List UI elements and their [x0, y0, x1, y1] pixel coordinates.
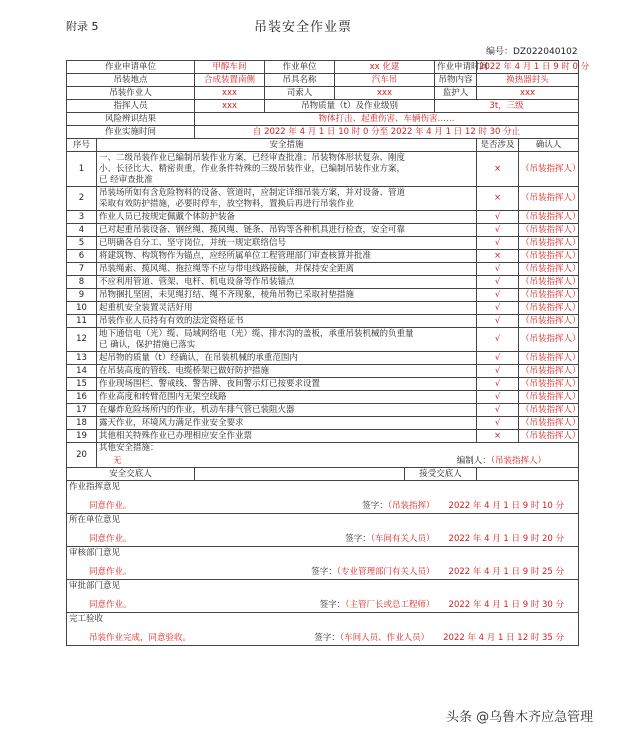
measure-line: 已 经审查批准 [99, 174, 153, 185]
measure-no: 19 [67, 430, 97, 443]
other-measures-row [67, 443, 579, 468]
measure-confirmer: （吊装指挥人） [519, 302, 579, 315]
measure-involved-mark: × [477, 250, 519, 263]
measure-line: 在吊装高度的管线、电缆桥架已做好防护措施 [99, 365, 270, 376]
measure-row [67, 404, 579, 417]
measure-text [97, 352, 477, 365]
measure-row [67, 289, 579, 302]
opinion-label: 作业指挥意见 [69, 482, 121, 492]
info-row-4 [67, 100, 579, 113]
measure-no: 8 [67, 276, 97, 289]
opinion-rows [67, 481, 579, 646]
measure-line: 不应利用管道、管架、电杆、机电设备等作吊装锚点 [99, 276, 295, 287]
measure-text [97, 152, 477, 187]
measure-text [97, 276, 477, 289]
measure-no: 6 [67, 250, 97, 263]
commander-label: 指挥人员 [67, 100, 195, 113]
measure-line: 吊物捆扎坚固，未见绳打结、绳不齐现象，棱角吊物已采取衬垫措施 [99, 289, 355, 300]
other-measures-cell [97, 443, 579, 468]
risk-label: 风险辨识结果 [67, 113, 195, 126]
measure-involved-mark: √ [477, 328, 519, 352]
time-label: 作业实施时间 [67, 126, 195, 139]
other-measures-label: 其他安全措施： [99, 443, 159, 453]
time-value: 自 2022 年 4 月 1 日 10 时 0 分至 2022 年 4 月 1 日 12 时 30 分止 [195, 126, 579, 139]
appendix-label: 附录 5 [66, 20, 99, 33]
measure-involved-mark: √ [477, 417, 519, 430]
info-row-2 [67, 74, 579, 87]
sign-date: 2022 年 4 月 1 日 9 时 30 分 [448, 600, 565, 610]
measure-confirmer: （吊装指挥人） [519, 289, 579, 302]
measure-text [97, 378, 477, 391]
measure-line: 吊装作业人员持有有效的法定资格证书 [99, 315, 244, 326]
page-title: 吊装安全作业票 [254, 20, 353, 35]
opinion-row [67, 580, 579, 613]
sign-date: 2022 年 4 月 1 日 9 时 25 分 [448, 567, 565, 577]
supervisor-value: xxx [477, 87, 579, 100]
object-value: 换热器封头 [477, 74, 579, 87]
sign-label: 签字： [345, 534, 371, 544]
measure-text [97, 250, 477, 263]
signer: （吊装指挥） [387, 501, 435, 511]
opinion-text: 同意作业。 [89, 567, 132, 577]
measure-line: 吊装场所如有含危险物料的设备、管道时，应制定详细吊装方案，并对设备、管道 [99, 187, 406, 198]
risk-value: 物体打击、起重伤害、车辆伤害…… [195, 113, 579, 126]
opinion-text: 同意作业。 [89, 600, 132, 610]
sign-label: 签字： [311, 567, 337, 577]
measure-no: 9 [67, 289, 97, 302]
measure-line: 地下通信电（光）缆、局域网络电（光）缆、排水沟的盖板，承重吊装机械的负重量 [99, 328, 414, 339]
measure-line: 起吊物的质量（t）经确认，在吊装机械的承重范围内 [99, 352, 298, 363]
measure-line: 起重机安全装置灵活好用 [99, 302, 193, 313]
measure-confirmer: （吊装指挥人） [519, 263, 579, 276]
signer: （主管厂长或总工程师） [345, 600, 435, 610]
info-row-6 [67, 126, 579, 139]
measure-no: 16 [67, 391, 97, 404]
measure-no: 14 [67, 365, 97, 378]
measure-confirmer: （吊装指挥人） [519, 211, 579, 224]
measure-no: 5 [67, 237, 97, 250]
measure-confirmer: （吊装指挥人） [519, 417, 579, 430]
measure-confirmer: （吊装指挥人） [519, 365, 579, 378]
measure-confirmer: （吊装指挥人） [519, 328, 579, 352]
measure-no: 10 [67, 302, 97, 315]
discloser-value [195, 468, 405, 481]
opinion-cell [67, 580, 579, 613]
commander-value: xxx [195, 100, 265, 113]
opinion-row [67, 613, 579, 646]
object-label: 吊物内容 [435, 74, 477, 87]
measure-no: 15 [67, 378, 97, 391]
measures-header-row [67, 139, 579, 152]
opinion-cell [67, 514, 579, 547]
receiver-label: 接受交底人 [405, 468, 477, 481]
other-no: 20 [67, 443, 97, 468]
measure-line: 在爆炸危险场所内的作业，机动车排气管已装阻火器 [99, 404, 295, 415]
measure-line: 吊装绳索、揽风绳、拖拉绳等不应与带电线路接触，并保持安全距离 [99, 263, 355, 274]
measure-text [97, 391, 477, 404]
measure-text [97, 404, 477, 417]
measure-involved-mark: √ [477, 263, 519, 276]
editor-value: （吊装指挥人） [490, 456, 547, 466]
measure-involved-mark: × [477, 430, 519, 443]
measure-no: 12 [67, 328, 97, 352]
col-no-header: 序号 [67, 139, 97, 152]
opinion-cell [67, 613, 579, 646]
apply-time-label: 作业申请时间 [435, 61, 477, 74]
opinion-text: 同意作业。 [89, 501, 132, 511]
measure-row [67, 237, 579, 250]
opinion-label: 完工验收 [69, 614, 104, 624]
measure-confirmer: （吊装指挥人） [519, 276, 579, 289]
location-value: 合成装置南侧 [195, 74, 265, 87]
measure-text [97, 365, 477, 378]
opinion-text: 吊装作业完成，同意验收。 [89, 633, 192, 643]
info-row-3 [67, 87, 579, 100]
measure-rows [67, 152, 579, 443]
sign-label: 签字： [319, 600, 346, 610]
editor-label: 编制人： [456, 456, 491, 466]
measure-row [67, 365, 579, 378]
work-unit-label: 作业单位 [265, 61, 335, 74]
measure-involved-mark: √ [477, 276, 519, 289]
measure-no: 18 [67, 417, 97, 430]
measure-confirmer: （吊装指挥人） [519, 250, 579, 263]
measure-confirmer: （吊装指挥人） [519, 391, 579, 404]
measure-row [67, 211, 579, 224]
measure-row [67, 328, 579, 352]
measure-text [97, 430, 477, 443]
apply-unit-label: 作业申请单位 [67, 61, 195, 74]
sign-date: 2022 年 4 月 1 日 9 时 20 分 [448, 534, 565, 544]
measure-involved-mark: √ [477, 224, 519, 237]
measure-involved-mark: √ [477, 289, 519, 302]
measure-text [97, 224, 477, 237]
opinion-text: 同意作业。 [89, 534, 132, 544]
tool-label: 吊具名称 [265, 74, 335, 87]
apply-time-value: 2022 年 4 月 1 日 9 时 0 分 [477, 61, 579, 74]
measure-no: 3 [67, 211, 97, 224]
measure-confirmer: （吊装指挥人） [519, 430, 579, 443]
supervisor-label: 监护人 [435, 87, 477, 100]
signaler-label: 司索人 [265, 87, 335, 100]
signer: （车间人员、作业人员） [339, 633, 430, 643]
signer: （车间有关人员） [370, 534, 435, 544]
weight-label: 吊物质量（t）及作业级别 [265, 100, 435, 113]
measure-line: 作业现场围栏、警戒线、警告牌、夜间警示灯已按要求设置 [99, 378, 321, 389]
location-label: 吊装地点 [67, 74, 195, 87]
sign-label: 签字： [362, 501, 388, 511]
measure-line: 采取有效防护措施，必要时停车，放空物料，置换后再进行吊装作业 [99, 198, 355, 209]
operator-value: xxx [195, 87, 265, 100]
source-watermark: 头条 @乌鲁木齐应急管理 [443, 706, 596, 725]
measure-text [97, 328, 477, 352]
measure-row [67, 378, 579, 391]
measure-row [67, 417, 579, 430]
measure-row [67, 250, 579, 263]
measure-involved-mark: × [477, 152, 519, 187]
measure-line: 小、长径比大、精密贵重，作业条件特殊的三级吊装作业，已编制吊装作业方案， [99, 163, 406, 174]
measure-line: 已明确各自分工、坚守岗位，并统一规定联络信号 [99, 237, 287, 248]
measure-row [67, 263, 579, 276]
measure-row [67, 391, 579, 404]
measure-confirmer: （吊装指挥人） [519, 187, 579, 211]
measure-involved-mark: √ [477, 211, 519, 224]
measure-involved-mark: √ [477, 404, 519, 417]
measure-line: 一、二级吊装作业已编制吊装作业方案，已经审查批准；吊装物体形状复杂、刚度 [99, 152, 406, 163]
measure-row [67, 315, 579, 328]
signer: （专业管理部门有关人员） [336, 567, 435, 577]
measure-text [97, 187, 477, 211]
measure-involved-mark: √ [477, 365, 519, 378]
measure-row [67, 276, 579, 289]
document-number: 编号：DZ022040102 [486, 47, 578, 57]
measure-confirmer: （吊装指挥人） [519, 152, 579, 187]
measure-involved-mark: √ [477, 378, 519, 391]
measure-involved-mark: √ [477, 237, 519, 250]
opinion-cell [67, 481, 579, 514]
discloser-label: 安全交底人 [67, 468, 195, 481]
measure-involved-mark: √ [477, 315, 519, 328]
signaler-value: xxx [335, 87, 435, 100]
opinion-label: 所在单位意见 [69, 515, 121, 525]
measure-line: 露天作业，环境风力满足作业安全要求 [99, 417, 244, 428]
measure-no: 13 [67, 352, 97, 365]
sign-label: 签字： [314, 633, 340, 643]
measure-text [97, 417, 477, 430]
measure-no: 2 [67, 187, 97, 211]
measure-text [97, 315, 477, 328]
measure-no: 7 [67, 263, 97, 276]
measure-no: 1 [67, 152, 97, 187]
measure-line: 将建筑物、构筑物作为锚点，应经所属单位工程管理部门审查核算并批准 [99, 250, 372, 261]
measure-line: 已对起重吊装设备、钢丝绳、揽风绳、链条、吊钩等各种机具进行检查，安全可靠 [99, 224, 406, 235]
measure-text [97, 302, 477, 315]
measure-row [67, 152, 579, 187]
opinion-label: 审核部门意见 [69, 548, 121, 558]
col-measure-header: 安全措施 [97, 139, 477, 152]
measure-line: 作业人员已按规定佩戴个体防护装备 [99, 211, 236, 222]
opinion-row [67, 514, 579, 547]
measure-confirmer: （吊装指挥人） [519, 378, 579, 391]
info-row-1 [67, 61, 579, 74]
measure-row [67, 430, 579, 443]
measure-text [97, 237, 477, 250]
measure-line: 其他相关特殊作业已办理相应安全作业票 [99, 430, 253, 441]
col-involved-header: 是否涉及 [477, 139, 519, 152]
opinion-row [67, 481, 579, 514]
measure-involved-mark: √ [477, 302, 519, 315]
measure-row [67, 224, 579, 237]
opinion-cell [67, 547, 579, 580]
opinion-label: 审批部门意见 [69, 581, 121, 591]
measure-involved-mark: √ [477, 391, 519, 404]
handover-row [67, 468, 579, 481]
measure-no: 11 [67, 315, 97, 328]
measure-no: 17 [67, 404, 97, 417]
weight-value: 3t，三级 [435, 100, 579, 113]
measure-confirmer: （吊装指挥人） [519, 352, 579, 365]
tool-value: 汽车吊 [335, 74, 435, 87]
measure-row [67, 302, 579, 315]
sign-date: 2022 年 4 月 1 日 12 时 35 分 [443, 633, 565, 643]
info-row-5 [67, 113, 579, 126]
work-unit-value: xx 化建 [335, 61, 435, 74]
measure-text [97, 211, 477, 224]
col-confirm-header: 确认人 [519, 139, 579, 152]
measure-confirmer: （吊装指挥人） [519, 315, 579, 328]
operator-label: 吊装作业人 [67, 87, 195, 100]
measure-text [97, 263, 477, 276]
measure-involved-mark: √ [477, 352, 519, 365]
apply-unit-value: 甲醇车间 [195, 61, 265, 74]
opinion-row [67, 547, 579, 580]
measure-row [67, 187, 579, 211]
measure-row [67, 352, 579, 365]
other-measures-value: 无 [113, 456, 122, 466]
measure-involved-mark: × [477, 187, 519, 211]
measure-line: 作业高度和转臂范围内无架空线路 [99, 391, 227, 402]
measure-confirmer: （吊装指挥人） [519, 224, 579, 237]
measure-confirmer: （吊装指挥人） [519, 237, 579, 250]
permit-table [66, 60, 590, 646]
measure-line: 已 确认，保护措施已落实 [99, 339, 196, 350]
measure-confirmer: （吊装指挥人） [519, 404, 579, 417]
sign-date: 2022 年 4 月 1 日 9 时 10 分 [448, 501, 565, 511]
measure-text [97, 289, 477, 302]
receiver-value [477, 468, 579, 481]
measure-no: 4 [67, 224, 97, 237]
